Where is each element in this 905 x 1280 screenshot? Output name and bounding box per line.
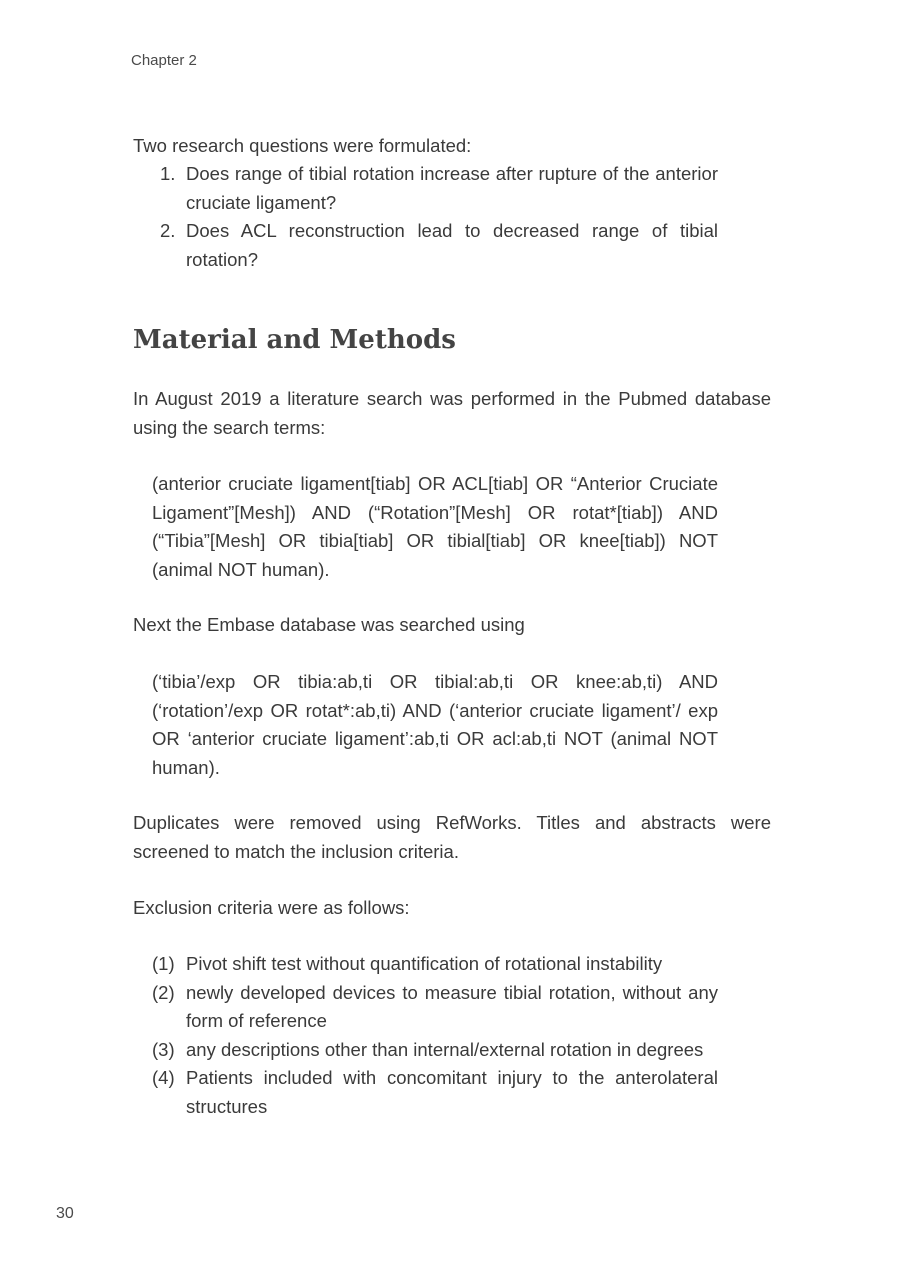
paragraph-duplicates: Duplicates were removed using RefWorks. Titles and abstracts were screened to match the inclusion criteria.: [133, 812, 771, 862]
research-questions-list: [150, 160, 718, 274]
exclusion-intro: Exclusion criteria were as follows:: [133, 897, 410, 918]
list-item-text: any descriptions other than internal/external rotation in degrees: [186, 1038, 704, 1060]
list-item-number: (1): [152, 953, 175, 974]
paragraph-embase: Next the Embase database was searched using: [133, 614, 525, 635]
list-item: [150, 160, 718, 217]
research-questions-intro: Two research questions were formulated:: [133, 135, 472, 156]
section-heading: Material and Methods: [133, 325, 456, 355]
list-item: [152, 1064, 718, 1121]
list-item: [150, 217, 718, 274]
list-item: [152, 1036, 718, 1065]
list-item-number: 2.: [160, 220, 176, 241]
list-item-text: Pivot shift test without quantification of rotational instability: [186, 953, 663, 974]
list-item-text: Patients included with concomitant injury to the anterolateral structures: [186, 1067, 718, 1117]
list-item-text: Does ACL reconstruction lead to decreased range of tibial rotation?: [186, 220, 718, 270]
list-item-text: Does range of tibial rotation increase after rupture of the anterior cruciate ligament?: [186, 163, 718, 213]
exclusion-criteria-list: [152, 950, 718, 1121]
query-embase: (‘tibia’/exp OR tibia:ab,ti OR tibial:ab,ti OR knee:ab,ti) AND (‘rotation’/exp OR rotat*:ab,ti) AND (‘anterior cruciate ligament’/ exp OR ‘anterior cruciate ligament’:ab,ti OR acl:ab,ti NOT (animal NOT human).: [152, 671, 718, 778]
list-item-number: 1.: [160, 163, 176, 184]
paragraph-pubmed: In August 2019 a literature search was performed in the Pubmed database using the search terms:: [133, 388, 771, 438]
query-pubmed: (anterior cruciate ligament[tiab] OR ACL[tiab] OR “Anterior Cruciate Ligament”[Mesh]) AND (“Rotation”[Mesh] OR rotat*[tiab]) AND (“Tibia”[Mesh] OR tibia[tiab] OR tibial[tiab] OR knee[tiab]) NOT (animal NOT human).: [152, 473, 718, 580]
list-item-number: (4): [152, 1067, 175, 1088]
page-number: 30: [56, 1205, 74, 1222]
list-item-number: (2): [152, 981, 175, 1003]
running-head: Chapter 2: [131, 52, 197, 69]
list-item-number: (3): [152, 1038, 175, 1060]
list-item-text: newly developed devices to measure tibial rotation, without any form of reference: [186, 981, 718, 1031]
list-item: [152, 950, 718, 979]
list-item: [152, 979, 718, 1036]
